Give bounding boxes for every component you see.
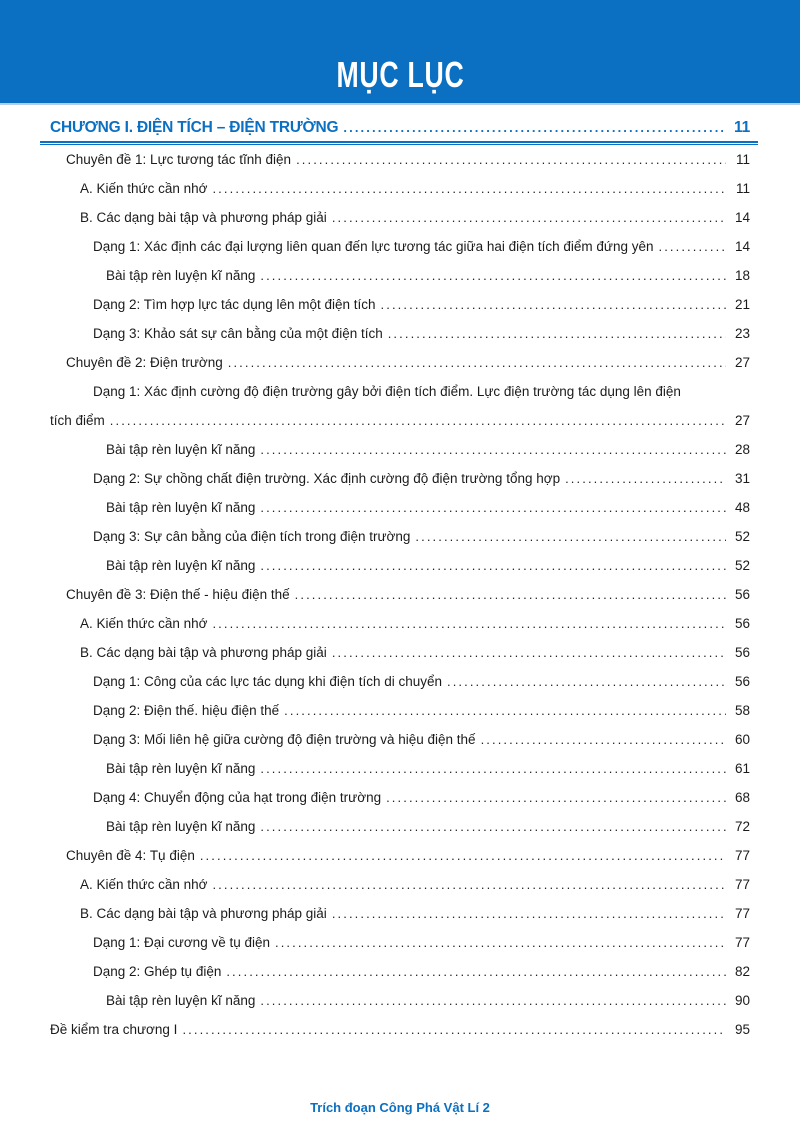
toc-entry-page-number: 77 [734, 906, 750, 921]
dot-leader [182, 1022, 726, 1037]
toc-entry [80, 877, 750, 906]
dot-leader [381, 297, 726, 312]
toc-entry [93, 471, 750, 500]
toc-entry-label: Đề kiểm tra chương I [50, 1022, 178, 1037]
toc-entry-label: Dạng 4: Chuyển động của hạt trong điện trường [93, 790, 382, 805]
toc-entry-label: Bài tập rèn luyện kĩ năng [106, 761, 256, 776]
toc-entry-page-number: 56 [734, 587, 750, 602]
page-footer [0, 1100, 800, 1115]
toc-entry [106, 761, 750, 790]
toc-entry-label: A. Kiến thức cần nhớ [80, 181, 208, 196]
dot-leader [658, 239, 726, 254]
toc-entry-page-number: 21 [734, 297, 750, 312]
header-band [0, 0, 800, 105]
toc-entry-label: Dạng 3: Mối liên hệ giữa cường độ điện trường và hiệu điện thế [93, 732, 476, 747]
toc-entry [66, 848, 750, 877]
toc-entry-page-number: 11 [735, 181, 750, 196]
dot-leader [386, 790, 726, 805]
toc-entry-label: Bài tập rèn luyện kĩ năng [106, 442, 256, 457]
dot-leader [332, 906, 726, 921]
toc-entry-page-number: 28 [734, 442, 750, 457]
toc-entry [93, 674, 750, 703]
toc-entry [80, 616, 750, 645]
toc-entry [93, 964, 750, 993]
chapter-page-number: 11 [734, 119, 750, 136]
toc-entry-page-number: 18 [734, 268, 750, 283]
toc-entry-page-number: 52 [734, 558, 750, 573]
toc-entry-label: Dạng 2: Điện thế. hiệu điện thế [93, 703, 280, 718]
toc-entry [93, 703, 750, 732]
toc-entry-page-number: 58 [734, 703, 750, 718]
dot-leader [212, 877, 726, 892]
dot-leader [260, 268, 726, 283]
toc-entry-page-number: 68 [734, 790, 750, 805]
toc-entry [106, 993, 750, 1022]
dot-leader [226, 964, 726, 979]
toc-entry-page-number: 56 [734, 674, 750, 689]
dot-leader [260, 761, 726, 776]
dot-leader [260, 442, 726, 457]
toc-entry-page-number: 27 [734, 355, 750, 370]
toc-entry-label: Bài tập rèn luyện kĩ năng [106, 819, 256, 834]
toc-entry-label: Bài tập rèn luyện kĩ năng [106, 268, 256, 283]
toc-entry-label: Dạng 3: Sự cân bằng của điện tích trong điện trường [93, 529, 411, 544]
toc-entry-label: Dạng 1: Đại cương về tụ điện [93, 935, 270, 950]
chapter-label: CHƯƠNG I. ĐIỆN TÍCH – ĐIỆN TRƯỜNG [50, 119, 339, 136]
toc-entry-label: Dạng 3: Khảo sát sự cân bằng của một điện tích [93, 326, 383, 341]
toc-entry-page-number: 95 [734, 1022, 750, 1037]
page-title: MỤC LỤC [335, 54, 464, 95]
toc-entry-label: Dạng 2: Ghép tụ điện [93, 964, 222, 979]
toc-entry [106, 442, 750, 471]
toc-entry-page-number: 27 [734, 413, 750, 428]
dot-leader [565, 471, 726, 486]
toc-entry-label: Bài tập rèn luyện kĩ năng [106, 993, 256, 1008]
chapter-underline [40, 141, 758, 145]
toc-entry-page-number: 11 [735, 152, 750, 167]
toc-entry-page-number: 77 [734, 935, 750, 950]
toc-entry-page-number: 90 [734, 993, 750, 1008]
toc-entry-label: Chuyên đề 4: Tụ điện [66, 848, 195, 863]
toc-entry [93, 297, 750, 326]
toc-entry [106, 558, 750, 587]
toc-entry-page-number: 56 [734, 645, 750, 660]
dot-leader [200, 848, 726, 863]
toc-entry-label: Bài tập rèn luyện kĩ năng [106, 500, 256, 515]
toc-entry [93, 935, 750, 964]
dot-leader [260, 819, 726, 834]
toc-entry [80, 645, 750, 674]
toc-entry [66, 355, 750, 384]
toc-entry [80, 181, 750, 210]
dot-leader [228, 355, 726, 370]
toc-entry-page-number: 61 [734, 761, 750, 776]
toc-entry-label: Bài tập rèn luyện kĩ năng [106, 558, 256, 573]
toc-entry-label: B. Các dạng bài tập và phương pháp giải [80, 645, 327, 660]
footer-text: Trích đoạn Công Phá Vật Lí 2 [310, 1100, 490, 1115]
dot-leader [296, 152, 726, 167]
toc-chapter-row [50, 119, 750, 137]
dot-leader [260, 500, 726, 515]
dot-leader [332, 210, 726, 225]
toc-entry-page-number: 60 [734, 732, 750, 747]
toc-entry-page-number: 48 [734, 500, 750, 515]
toc-entry [80, 906, 750, 935]
toc-entry-page-number: 82 [734, 964, 750, 979]
toc-entry [106, 819, 750, 848]
toc-entry [93, 384, 750, 413]
toc-entry [80, 210, 750, 239]
toc-entry-page-number: 14 [734, 210, 750, 225]
dot-leader [415, 529, 726, 544]
toc-entry-label: Dạng 2: Sự chồng chất điện trường. Xác định cường độ điện trường tổng hợp [93, 471, 561, 486]
dot-leader [388, 326, 726, 341]
dot-leader [260, 993, 726, 1008]
toc-entry [50, 413, 750, 442]
toc-entry-page-number: 56 [734, 616, 750, 631]
toc-entries [50, 152, 750, 1051]
dot-leader [332, 645, 726, 660]
toc-entry [93, 790, 750, 819]
dot-leader [284, 703, 726, 718]
toc-entry [50, 1022, 750, 1051]
toc-entry-page-number: 72 [734, 819, 750, 834]
dot-leader [343, 120, 723, 135]
toc-entry [93, 239, 750, 268]
toc-entry [93, 732, 750, 761]
toc-entry-page-number: 77 [734, 848, 750, 863]
toc-entry-label: Dạng 1: Xác định cường độ điện trường gây bởi điện tích điểm. Lực điện trường tác dụng lên điện [93, 384, 681, 399]
toc-entry-page-number: 31 [734, 471, 750, 486]
toc-entry-label: tích điểm [50, 413, 105, 428]
dot-leader [447, 674, 726, 689]
dot-leader [275, 935, 726, 950]
toc-entry-label: Chuyên đề 1: Lực tương tác tĩnh điện [66, 152, 292, 167]
toc-entry-label: Chuyên đề 3: Điện thế - hiệu điện thế [66, 587, 290, 602]
toc-entry-label: A. Kiến thức cần nhớ [80, 877, 208, 892]
dot-leader [212, 181, 726, 196]
dot-leader [260, 558, 726, 573]
toc-entry-page-number: 14 [734, 239, 750, 254]
toc-entry-page-number: 77 [734, 877, 750, 892]
dot-leader [212, 616, 726, 631]
toc-entry [93, 326, 750, 355]
toc-entry-label: A. Kiến thức cần nhớ [80, 616, 208, 631]
toc-entry-label: Chuyên đề 2: Điện trường [66, 355, 223, 370]
toc-entry-label: Dạng 1: Xác định các đại lượng liên quan đến lực tương tác giữa hai điện tích điểm đứng yên [93, 239, 654, 254]
toc-entry [106, 500, 750, 529]
toc-entry-label: B. Các dạng bài tập và phương pháp giải [80, 906, 327, 921]
dot-leader [295, 587, 726, 602]
toc-entry-label: B. Các dạng bài tập và phương pháp giải [80, 210, 327, 225]
toc-entry-page-number: 23 [734, 326, 750, 341]
toc-entry-label: Dạng 1: Công của các lực tác dụng khi điện tích di chuyển [93, 674, 442, 689]
toc-entry [66, 152, 750, 181]
toc-entry [93, 529, 750, 558]
dot-leader [110, 413, 726, 428]
toc-entry-label: Dạng 2: Tìm hợp lực tác dụng lên một điện tích [93, 297, 376, 312]
toc-entry [66, 587, 750, 616]
dot-leader [481, 732, 726, 747]
toc-entry-page-number: 52 [734, 529, 750, 544]
table-of-contents [0, 119, 800, 1051]
toc-entry [106, 268, 750, 297]
